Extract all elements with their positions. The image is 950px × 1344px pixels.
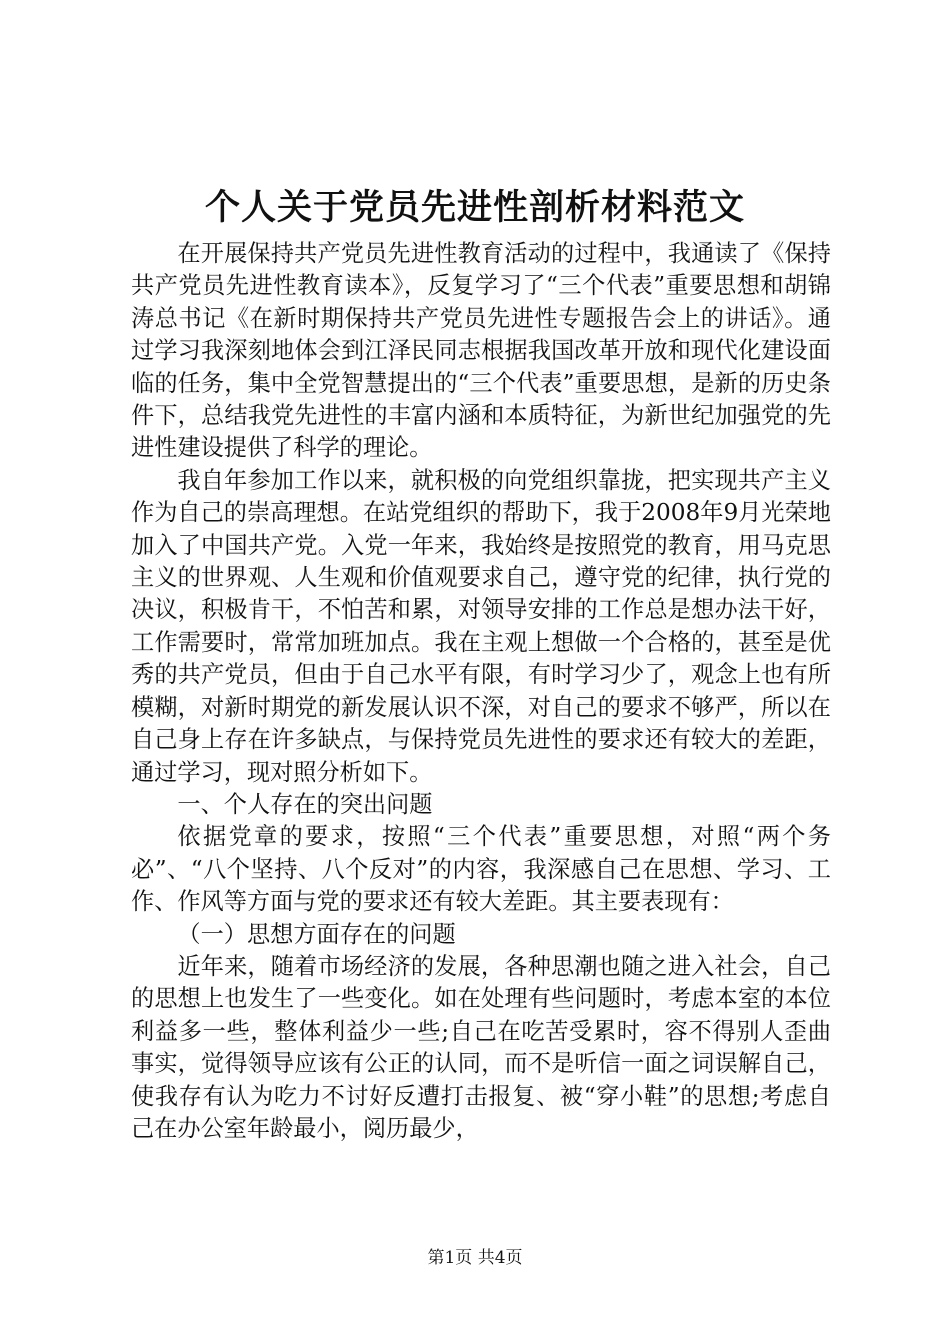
paragraph-summary: 依据党章的要求，按照“三个代表”重要思想，对照“两个务必”、“八个坚持、八个反对”的内容，我深感自己在思想、学习、工作、作风等方面与党的要求还有较大差距。其主要表现有： — [131, 823, 831, 916]
document-title: 个人关于党员先进性剖析材料范文 — [204, 187, 745, 228]
paragraph-background: 我自年参加工作以来，就积极的向党组织靠拢，把实现共产主义作为自己的崇高理想。在站党组织的帮助下，我于2008年9月光荣地加入了中国共产党。入党一年来，我始终是按照党的教育，用马克思主义的世界观、人生观和价值观要求自己，遵守党的纪律，执行党的决议，积极肯干，不怕苦和累，对领导安排的工作总是想办法干好，工作需要时，常常加班加点。我在主观上想做一个合格的，甚至是优秀的共产党员，但由于自己水平有限，有时学习少了，观念上也有所模糊，对新时期党的新发展认识不深，对自己的要求不够严，所以在自己身上存在许多缺点，与保持党员先进性的要求还有较大的差距，通过学习，现对照分析如下。 — [131, 466, 831, 786]
subsection-heading: （一）思想方面存在的问题 — [177, 920, 456, 948]
paragraph-thinking-issues: 近年来，随着市场经济的发展，各种思潮也随之进入社会，自己的思想上也发生了一些变化。如在处理有些问题时，考虑本室的本位利益多一些，整体利益少一些;自己在吃苦受累时，容不得别人歪曲事实，觉得领导应该有公正的认同，而不是听信一面之词误解自己，使我存有认为吃力不讨好反遭打击报复、被“穿小鞋”的思想;考虑自己在办公室年龄最小，阅历最少， — [131, 952, 831, 1142]
section-heading: 一、个人存在的突出问题 — [177, 790, 433, 818]
paragraph-intro: 在开展保持共产党员先进性教育活动的过程中，我通读了《保持共产党员先进性教育读本》，反复学习了“三个代表”重要思想和胡锦涛总书记《在新时期保持共产党员先进性专题报告会上的讲话》。通过学习我深刻地体会到江泽民同志根据我国改革开放和现代化建设面临的任务，集中全党智慧提出的“三个代表”重要思想，是新的历史条件下，总结我党先进性的丰富内涵和本质特征，为新世纪加强党的先进性建设提供了科学的理论。 — [131, 240, 831, 462]
document-body — [131, 238, 831, 1145]
page-number: 第1页 共4页 — [427, 1248, 523, 1268]
